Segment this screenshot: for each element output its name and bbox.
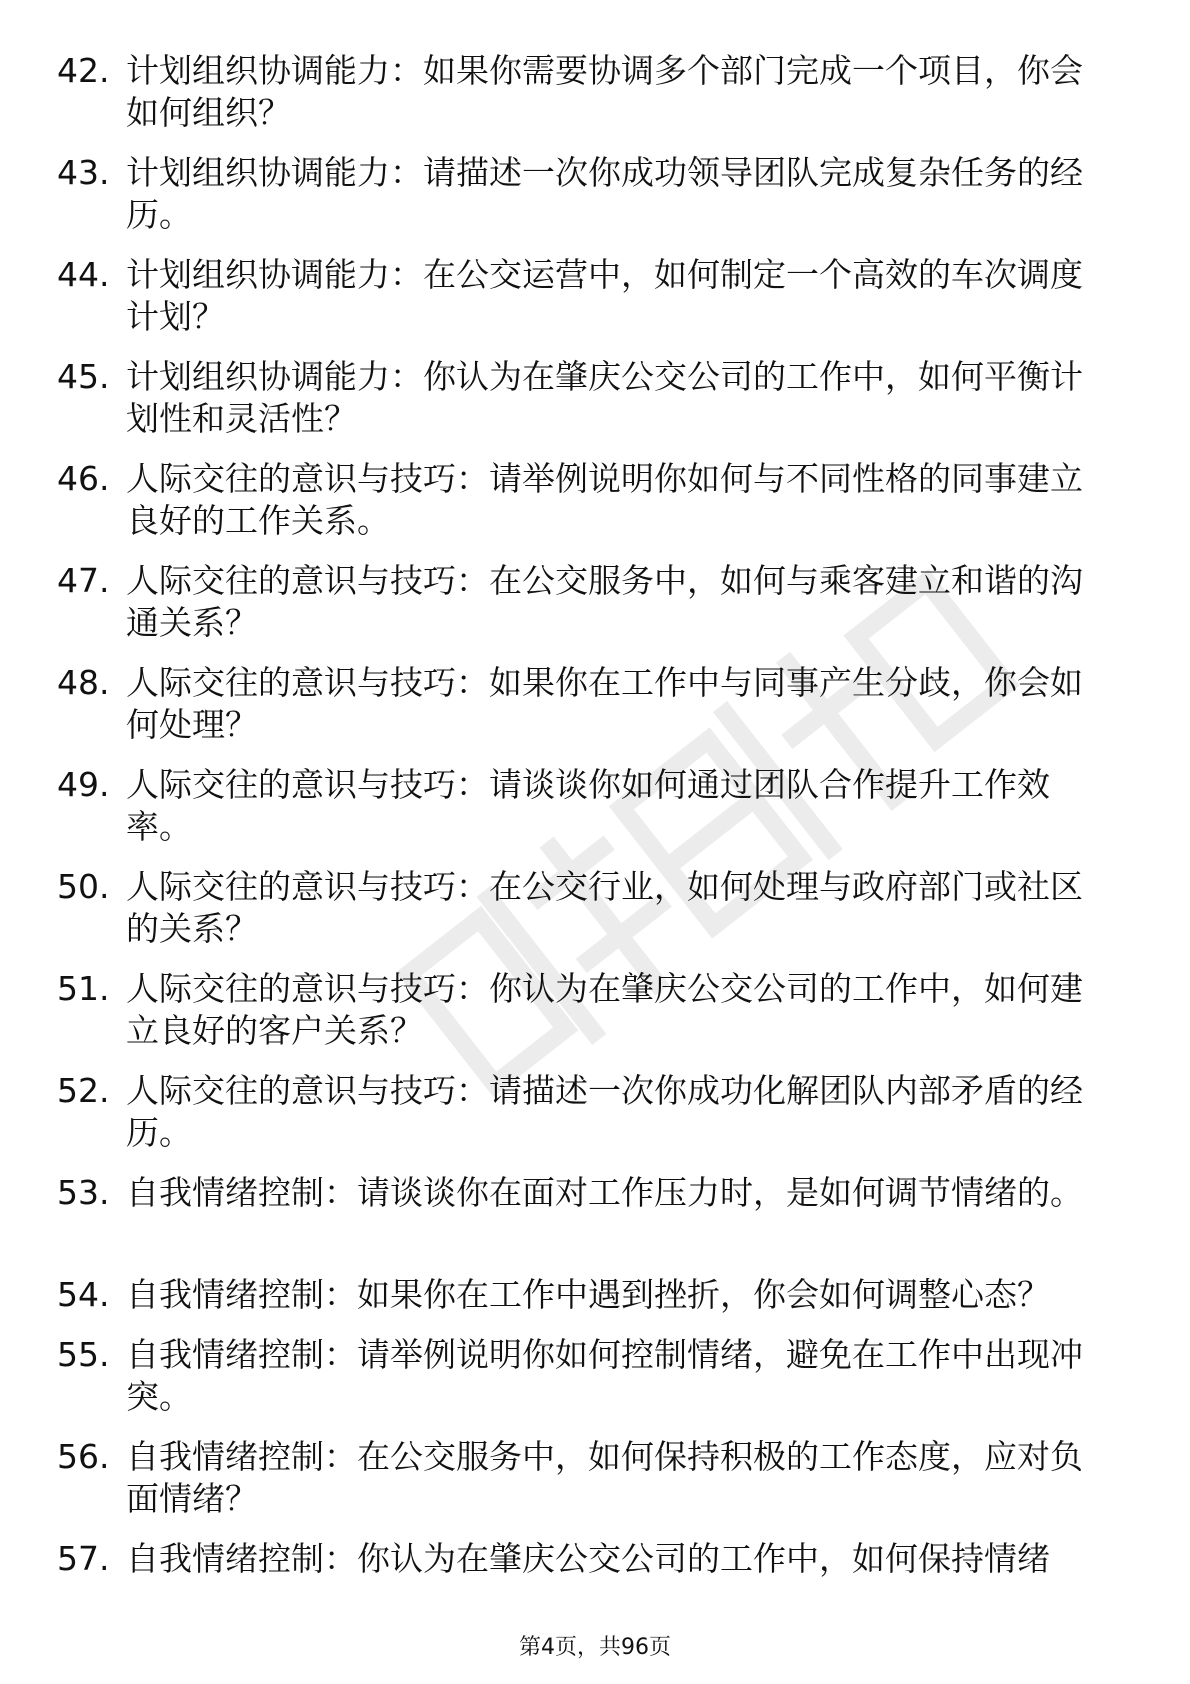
question-item-50 xyxy=(0,866,1190,950)
question-number: 42. xyxy=(57,51,110,90)
question-item-57 xyxy=(0,1538,1190,1580)
question-text: 自我情绪控制：请举例说明你如何控制情绪，避免在工作中出现冲突。 xyxy=(126,1335,1083,1416)
question-item-54 xyxy=(0,1274,1190,1316)
question-list xyxy=(0,50,1190,1598)
question-item-46 xyxy=(0,458,1190,542)
question-item-43 xyxy=(0,152,1190,236)
question-text: 计划组织协调能力：你认为在肇庆公交公司的工作中，如何平衡计划性和灵活性？ xyxy=(126,357,1083,438)
question-number: 57. xyxy=(57,1539,110,1578)
question-number: 46. xyxy=(57,459,110,498)
question-text: 人际交往的意识与技巧：请举例说明你如何与不同性格的同事建立良好的工作关系。 xyxy=(126,459,1083,540)
question-text: 自我情绪控制：在公交服务中，如何保持积极的工作态度，应对负面情绪？ xyxy=(126,1437,1083,1518)
question-text: 自我情绪控制：如果你在工作中遇到挫折，你会如何调整心态？ xyxy=(126,1275,1050,1314)
question-text: 人际交往的意识与技巧：在公交服务中，如何与乘客建立和谐的沟通关系？ xyxy=(126,561,1083,642)
question-number: 55. xyxy=(57,1335,110,1374)
question-number: 47. xyxy=(57,561,110,600)
question-number: 44. xyxy=(57,255,110,294)
question-item-53 xyxy=(0,1172,1190,1256)
question-number: 54. xyxy=(57,1275,110,1314)
question-text: 人际交往的意识与技巧：请谈谈你如何通过团队合作提升工作效率。 xyxy=(126,765,1050,846)
question-text: 人际交往的意识与技巧：如果你在工作中与同事产生分歧，你会如何处理？ xyxy=(126,663,1083,744)
question-item-48 xyxy=(0,662,1190,746)
question-text: 计划组织协调能力：如果你需要协调多个部门完成一个项目，你会如何组织？ xyxy=(126,51,1083,132)
question-item-45 xyxy=(0,356,1190,440)
question-item-49 xyxy=(0,764,1190,848)
question-number: 52. xyxy=(57,1071,110,1110)
question-number: 56. xyxy=(57,1437,110,1476)
question-item-44 xyxy=(0,254,1190,338)
question-number: 45. xyxy=(57,357,110,396)
question-number: 48. xyxy=(57,663,110,702)
question-item-52 xyxy=(0,1070,1190,1154)
question-text: 计划组织协调能力：请描述一次你成功领导团队完成复杂任务的经历。 xyxy=(126,153,1083,234)
question-text: 计划组织协调能力：在公交运营中，如何制定一个高效的车次调度计划？ xyxy=(126,255,1083,336)
question-item-56 xyxy=(0,1436,1190,1520)
question-number: 53. xyxy=(57,1173,110,1212)
question-number: 49. xyxy=(57,765,110,804)
question-item-47 xyxy=(0,560,1190,644)
question-text: 自我情绪控制：你认为在肇庆公交公司的工作中，如何保持情绪 xyxy=(126,1539,1050,1578)
question-number: 51. xyxy=(57,969,110,1008)
question-text: 人际交往的意识与技巧：请描述一次你成功化解团队内部矛盾的经历。 xyxy=(126,1071,1083,1152)
question-text: 人际交往的意识与技巧：你认为在肇庆公交公司的工作中，如何建立良好的客户关系？ xyxy=(126,969,1083,1050)
question-number: 50. xyxy=(57,867,110,906)
question-item-55 xyxy=(0,1334,1190,1418)
question-number: 43. xyxy=(57,153,110,192)
question-item-42 xyxy=(0,50,1190,134)
question-item-51 xyxy=(0,968,1190,1052)
page-footer: 第4页，共96页 xyxy=(519,1635,671,1660)
question-text: 自我情绪控制：请谈谈你在面对工作压力时，是如何调节情绪的。 xyxy=(126,1173,1083,1212)
question-text: 人际交往的意识与技巧：在公交行业，如何处理与政府部门或社区的关系？ xyxy=(126,867,1083,948)
